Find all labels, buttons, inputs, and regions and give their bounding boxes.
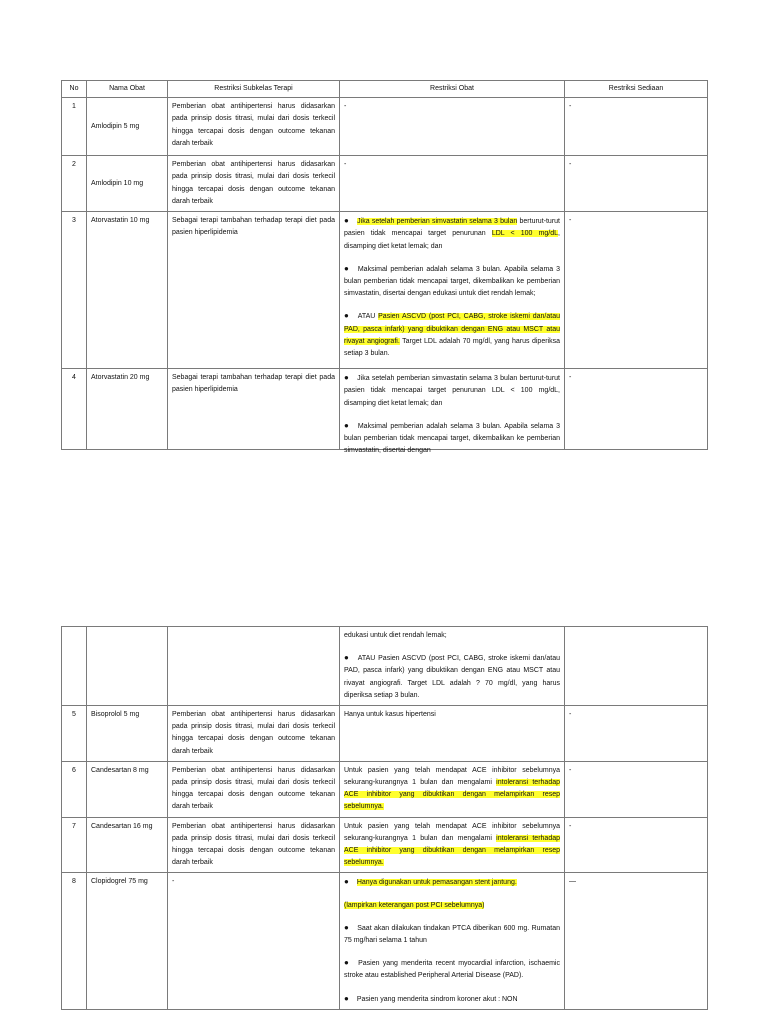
- restriction-bullet: ● Saat akan dilakukan tindakan PTCA diberikan 600 mg. Rumatan 75 mg/hari selama 1 tahun: [344, 922, 560, 945]
- restriction-bullet: ● Pasien yang menderita recent myocardial infarction, ischaemic stroke atau established Peripheral Arterial Disease (PAD).: [344, 958, 560, 980]
- subclass-restriction: Pemberian obat antihipertensi harus didasarkan pada prinsip dosis titrasi, mulai dari dosis terkecil hingga tercapai dosis dengan outcome tekanan darah terbaik: [168, 706, 340, 762]
- drug-name: Bisoprolol 5 mg: [87, 706, 168, 762]
- restriction-bullet: ● Hanya digunakan untuk pemasangan stent jantung.: [344, 877, 517, 887]
- row-number: 7: [62, 817, 87, 873]
- drug-name: Clopidogrel 75 mg: [87, 873, 168, 1009]
- table-row: [62, 817, 708, 873]
- dosage-restriction: -: [565, 156, 708, 212]
- subclass-restriction: Pemberian obat antihipertensi harus didasarkan pada prinsip dosis titrasi, mulai dari dosis terkecil hingga tercapai dosis dengan outcome tekanan darah terbaik: [168, 156, 340, 212]
- drug-name: Candesartan 8 mg: [87, 761, 168, 817]
- highlighted-text: intoleransi terhadap ACE inhibitor yang dibuktikan dengan melampirkan resep sebelumnya.: [344, 779, 560, 811]
- drug-restriction: [340, 212, 565, 369]
- header-restriksi-obat: Restriksi Obat: [340, 81, 565, 98]
- drug-restriction: [340, 369, 565, 455]
- dosage-restriction: -: [565, 817, 708, 873]
- drug-restriction: -: [340, 156, 565, 212]
- highlighted-text: (lampirkan keterangan post PCI sebelumnya): [344, 901, 485, 909]
- highlighted-text: Jika setelah pemberian simvastatin selama 3 bulan: [357, 218, 518, 226]
- restriction-bullet: ● Maksimal pemberian adalah selama 3 bulan. Apabila selama 3 bulan pemberian tidak mencapai target, dikembalikan ke pemberian simvastatin, disertai dengan edukasi untuk diet rendah lemak;: [344, 263, 560, 298]
- dosage-restriction: -: [565, 369, 708, 450]
- restriction-bullet: ● ATAU Pasien ASCVD (post PCI, CABG, stroke iskemi dan/atau PAD, pasca infark) yang dibuktikan dengan ENG atau MSCT atau rivayat angiografi. Target LDL adalah 70 mg/dl, yang harus diperiksa setiap 3 bulan.: [344, 311, 560, 358]
- restriction-bullet: ● Maksimal pemberian adalah selama 3 bulan. Apabila selama 3 bulan pemberian tidak mencapai target, dikembalikan ke pemberian simvastatin, disertai dengan: [344, 420, 560, 455]
- header-restriksi-subkelas: Restriksi Subkelas Terapi: [168, 81, 340, 98]
- drug-restriction-table-page-1: [61, 80, 708, 455]
- drug-name: Amlodipin 5 mg: [87, 98, 168, 156]
- highlighted-text: Hanya digunakan untuk pemasangan stent jantung.: [356, 879, 517, 887]
- restriction-bullet: ● Pasien yang menderita sindrom koroner akut : NON: [344, 993, 518, 1003]
- dosage-restriction: -: [565, 98, 708, 156]
- subclass-restriction: Sebagai terapi tambahan terhadap terapi diet pada pasien hiperlipidemia: [168, 369, 340, 450]
- subclass-restriction: Pemberian obat antihipertensi harus didasarkan pada prinsip dosis titrasi, mulai dari dosis terkecil hingga tercapai dosis dengan outcome tekanan darah terbaik: [168, 98, 340, 156]
- table-row-continued: [62, 627, 708, 706]
- restriction-bullet: ● Jika setelah pemberian simvastatin selama 3 bulan berturut-turut pasien tidak mencapai target penurunan LDL < 100 mg/dL, disamping diet ketat lemak; dan: [344, 216, 560, 250]
- table-row: [62, 98, 708, 156]
- dosage-restriction: -: [565, 706, 708, 762]
- dosage-restriction: -: [565, 761, 708, 817]
- header-restriksi-sediaan: Restriksi Sediaan: [565, 81, 708, 98]
- subclass-restriction: -: [168, 873, 340, 1009]
- header-nama-obat: Nama Obat: [87, 81, 168, 98]
- table-row: [62, 369, 708, 450]
- restriction-bullet: ● ATAU Pasien ASCVD (post PCI, CABG, stroke iskemi dan/atau PAD, pasca infark) yang dibuktikan dengan ENG atau MSCT atau rivayat angiografi. Target LDL adalah ? 70 mg/dl, yang harus diperiksa setiap 3 bulan.: [344, 653, 560, 699]
- drug-name: Candesartan 16 mg: [87, 817, 168, 873]
- row-number: 2: [62, 156, 87, 212]
- restriction-bullet: ● Jika setelah pemberian simvastatin selama 3 bulan berturut-turut pasien tidak mencapai target penurunan LDL < 100 mg/dL, disamping diet ketat lemak; dan: [344, 373, 560, 407]
- drug-restriction: -: [340, 98, 565, 156]
- table-row: [62, 873, 708, 1009]
- subclass-restriction: Pemberian obat antihipertensi harus didasarkan pada prinsip dosis titrasi, mulai dari dosis terkecil hingga tercapai dosis dengan outcome tekanan darah terbaik: [168, 761, 340, 817]
- row-number: 5: [62, 706, 87, 762]
- dosage-restriction: —: [565, 873, 708, 1009]
- drug-restriction: [340, 873, 565, 1009]
- drug-name: Atorvastatin 20 mg: [87, 369, 168, 450]
- subclass-restriction: Sebagai terapi tambahan terhadap terapi diet pada pasien hiperlipidemia: [168, 212, 340, 369]
- row-number: 8: [62, 873, 87, 1009]
- table-header-row: [62, 81, 708, 98]
- table-row: [62, 706, 708, 762]
- drug-name: Atorvastatin 10 mg: [87, 212, 168, 369]
- row-number: 6: [62, 761, 87, 817]
- drug-restriction-table-page-2: [61, 626, 708, 1010]
- highlighted-text: Pasien ASCVD (post PCI, CABG, stroke iskemi dan/atau PAD, pasca infark) yang dibuktikan dengan ENG atau MSCT atau rivayat angiografi.: [344, 313, 560, 345]
- row-number: 1: [62, 98, 87, 156]
- table-row: [62, 156, 708, 212]
- drug-restriction: Untuk pasien yang telah mendapat ACE inhibitor sebelumnya sekurang-kurangnya 1 bulan dan mengalami intoleransi terhadap ACE inhibitor yang dibuktikan dengan melampirkan resep sebelumnya.: [340, 817, 565, 873]
- drug-restriction: edukasi untuk diet rendah lemak; ● ATAU Pasien ASCVD (post PCI, CABG, stroke iskemi dan/atau PAD, pasca infark) yang dibuktikan dengan ENG atau MSCT atau rivayat angiografi. Target LDL adalah ? 70 mg/dl, yang harus diperiksa setiap 3 bulan.: [340, 627, 565, 706]
- subclass-restriction: Pemberian obat antihipertensi harus didasarkan pada prinsip dosis titrasi, mulai dari dosis terkecil hingga tercapai dosis dengan outcome tekanan darah terbaik: [168, 817, 340, 873]
- drug-name: Amlodipin 10 mg: [87, 156, 168, 212]
- row-number: 3: [62, 212, 87, 369]
- highlighted-text: LDL < 100 mg/dL: [491, 230, 559, 238]
- dosage-restriction: -: [565, 212, 708, 369]
- table-row: [62, 761, 708, 817]
- drug-restriction: Untuk pasien yang telah mendapat ACE inhibitor sebelumnya sekurang-kurangnya 1 bulan dan mengalami intoleransi terhadap ACE inhibitor yang dibuktikan dengan melampirkan resep sebelumnya.: [340, 761, 565, 817]
- header-no: No: [62, 81, 87, 98]
- highlighted-text: intoleransi terhadap ACE inhibitor yang dibuktikan dengan melampirkan resep sebelumnya.: [344, 834, 560, 867]
- table-row: [62, 212, 708, 369]
- drug-restriction: Hanya untuk kasus hipertensi: [340, 706, 565, 762]
- row-number: 4: [62, 369, 87, 450]
